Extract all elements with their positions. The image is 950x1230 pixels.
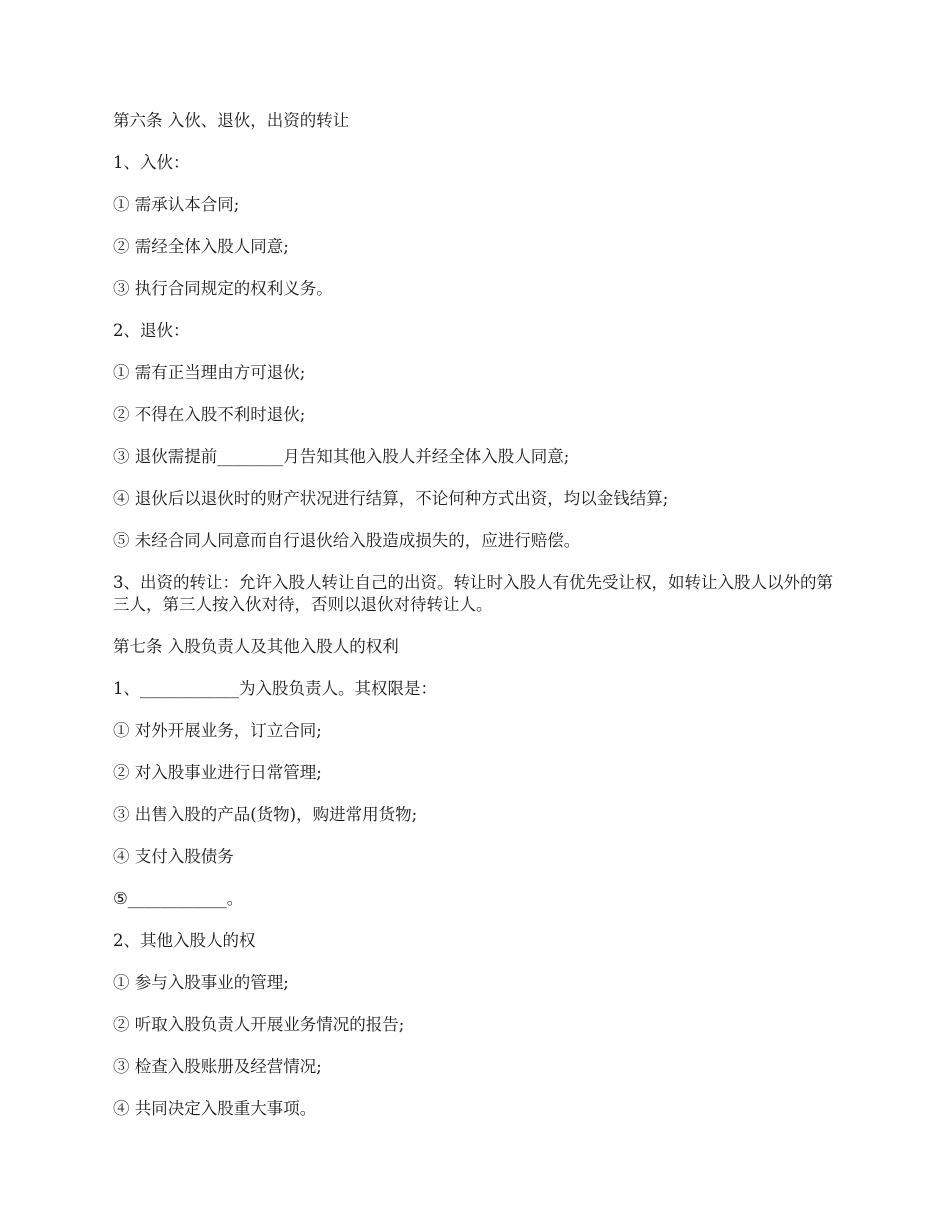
section-join-heading: 1、入伙：	[113, 153, 190, 172]
list-item: ① 需承认本合同;	[113, 195, 240, 214]
list-item: ② 需经全体入股人同意;	[113, 237, 289, 256]
list-item: ③ 执行合同规定的权利义务。	[113, 279, 333, 298]
list-item: ⑤ 未经合同人同意而自行退伙给入股造成损失的，应进行赔偿。	[113, 531, 581, 550]
list-item: ① 参与入股事业的管理;	[113, 973, 289, 992]
list-item: ④ 退伙后以退伙时的财产状况进行结算，不论何种方式出资，均以金钱结算;	[113, 489, 669, 508]
list-item: ③ 退伙需提前________月告知其他入股人并经全体入股人同意;	[113, 447, 570, 466]
list-item: ⑤____________。	[113, 889, 244, 908]
article-6-heading: 第六条 入伙、退伙，出资的转让	[113, 111, 350, 130]
list-item: ① 对外开展业务，订立合同;	[113, 721, 322, 740]
list-item: ④ 共同决定入股重大事项。	[113, 1099, 317, 1118]
list-item: ② 对入股事业进行日常管理;	[113, 763, 322, 782]
document-page	[113, 110, 843, 1140]
section-transfer-paragraph: 3、出资的转让：允许入股人转让自己的出资。转让时入股人有优先受让权，如转让入股人以外的第三人，第三人按入伙对待，否则以退伙对待转让人。	[113, 573, 833, 614]
section-manager-heading: 1、____________为入股负责人。其权限是：	[113, 679, 437, 698]
section-withdraw-heading: 2、退伙：	[113, 321, 190, 340]
list-item: ④ 支付入股债务	[113, 847, 234, 866]
list-item: ② 听取入股负责人开展业务情况的报告;	[113, 1015, 405, 1034]
list-item: ① 需有正当理由方可退伙;	[113, 363, 306, 382]
list-item: ② 不得在入股不利时退伙;	[113, 405, 306, 424]
list-item: ③ 检查入股账册及经营情况;	[113, 1057, 322, 1076]
list-item: ③ 出售入股的产品(货物)，购进常用货物;	[113, 805, 418, 824]
section-other-rights-heading: 2、其他入股人的权	[113, 931, 256, 950]
article-7-heading: 第七条 入股负责人及其他入股人的权利	[113, 637, 399, 656]
